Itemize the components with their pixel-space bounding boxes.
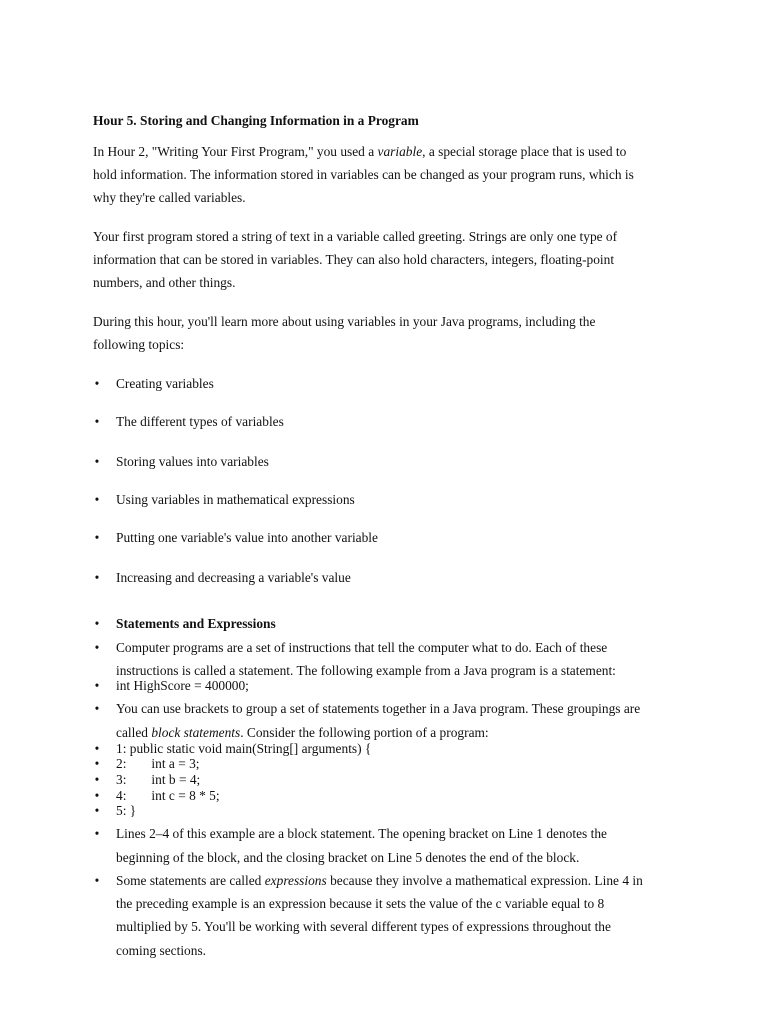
bullet-icon bbox=[93, 678, 101, 694]
list-item-text: The different types of variables bbox=[116, 414, 284, 429]
code-text bbox=[116, 788, 220, 804]
bullet-icon bbox=[93, 414, 101, 430]
text-span: , a special storage place that is used to bbox=[422, 144, 627, 159]
bullet-icon bbox=[93, 803, 101, 819]
bullet-icon bbox=[93, 570, 101, 586]
bullet-icon bbox=[93, 530, 101, 546]
bullet-icon bbox=[93, 873, 101, 889]
bullet-icon bbox=[93, 772, 101, 788]
emphasis-variable: variable bbox=[377, 144, 423, 159]
text-span: . Consider the following portion of a program: bbox=[240, 725, 489, 740]
text-span: because they involve a mathematical expression. Line 4 in bbox=[326, 873, 643, 888]
para1-line2: hold information. The information stored in variables can be changed as your program runs, which is bbox=[93, 167, 634, 182]
code-text bbox=[116, 803, 136, 819]
bullet-icon bbox=[93, 741, 101, 757]
text-span: called bbox=[116, 725, 152, 740]
bullet-icon bbox=[93, 616, 101, 632]
list-item-text: Lines 2–4 of this example are a block statement. The opening bracket on Line 1 denotes the bbox=[116, 826, 607, 841]
list-item-text: Storing values into variables bbox=[116, 454, 269, 469]
code-text bbox=[116, 756, 200, 772]
list-item-text: Creating variables bbox=[116, 376, 214, 391]
para1-line1 bbox=[93, 144, 626, 160]
bullet-icon bbox=[93, 788, 101, 804]
text-span: Some statements are called bbox=[116, 873, 265, 888]
para2-line2: information that can be stored in variables. They can also hold characters, integers, floating-point bbox=[93, 252, 615, 267]
para2-line3: numbers, and other things. bbox=[93, 275, 236, 290]
list-item-continuation bbox=[116, 725, 489, 741]
list-item-continuation: beginning of the block, and the closing bracket on Line 5 denotes the end of the block. bbox=[116, 850, 580, 865]
list-item-text: Putting one variable's value into another variable bbox=[116, 530, 378, 545]
list-item-text: Increasing and decreasing a variable's value bbox=[116, 570, 351, 585]
para1-line3: why they're called variables. bbox=[93, 190, 246, 205]
list-item-text: Using variables in mathematical expressions bbox=[116, 492, 355, 507]
code-line-content: public static void main(String[] arguments) { bbox=[126, 741, 372, 756]
code-text bbox=[116, 741, 371, 757]
emphasis-expressions: expressions bbox=[264, 873, 327, 888]
code-text bbox=[116, 772, 200, 788]
section-heading-text: Statements and Expressions bbox=[116, 616, 276, 631]
para2-line1: Your first program stored a string of text in a variable called greeting. Strings are only one type of bbox=[93, 229, 618, 244]
list-item-continuation: instructions is called a statement. The following example from a Java program is a statement: bbox=[116, 663, 616, 678]
para3-line1: During this hour, you'll learn more about using variables in your Java programs, including the bbox=[93, 314, 596, 329]
emphasis-block-statements: block statements bbox=[151, 725, 241, 740]
bullet-icon bbox=[93, 376, 101, 392]
list-item-continuation: multiplied by 5. You'll be working with several different types of expressions throughout the bbox=[116, 919, 611, 934]
para3-line2: following topics: bbox=[93, 337, 185, 352]
code-line-number: 1: bbox=[116, 741, 127, 756]
bullet-icon bbox=[93, 826, 101, 842]
bullet-icon bbox=[93, 492, 101, 508]
text-span: In Hour 2, "Writing Your First Program," you used a bbox=[93, 144, 378, 159]
code-line-content: int b = 4; bbox=[151, 772, 201, 787]
code-line-content: } bbox=[126, 803, 137, 818]
list-item-continuation: the preceding example is an expression because it sets the value of the c variable equal to 8 bbox=[116, 896, 605, 911]
code-line-number: 3: bbox=[116, 772, 127, 787]
list-item-text bbox=[116, 873, 643, 889]
code-line-number: 5: bbox=[116, 803, 127, 818]
bullet-icon bbox=[93, 640, 101, 656]
code-line-content: int a = 3; bbox=[151, 756, 200, 771]
code-line-number: 4: bbox=[116, 788, 127, 803]
bullet-icon bbox=[93, 701, 101, 717]
code-text: int HighScore = 400000; bbox=[116, 678, 249, 693]
list-item-continuation: coming sections. bbox=[116, 943, 207, 958]
code-line-number: 2: bbox=[116, 756, 127, 771]
page-title: Hour 5. Storing and Changing Information in a Program bbox=[93, 113, 419, 128]
bullet-icon bbox=[93, 756, 101, 772]
bullet-icon bbox=[93, 454, 101, 470]
list-item-text: You can use brackets to group a set of statements together in a Java program. These groupings are bbox=[116, 701, 641, 716]
code-line-content: int c = 8 * 5; bbox=[151, 788, 220, 803]
list-item-text: Computer programs are a set of instructions that tell the computer what to do. Each of these bbox=[116, 640, 608, 655]
